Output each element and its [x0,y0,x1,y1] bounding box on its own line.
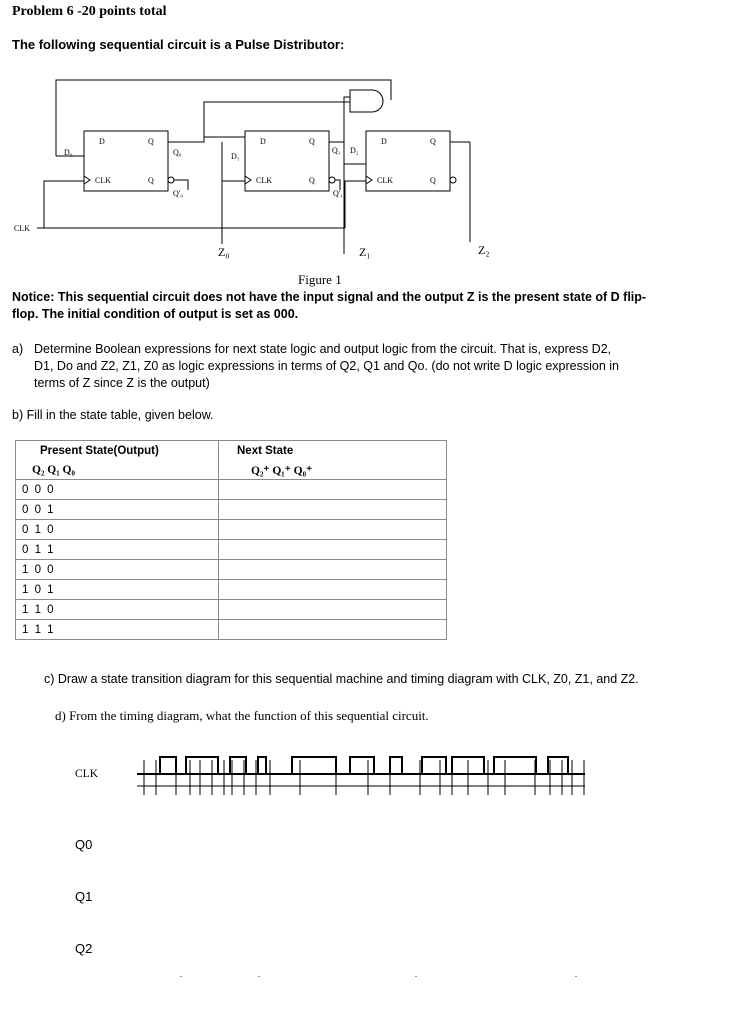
ff1-q-output: Q₁ [332,146,341,155]
waveform-ticks [144,760,584,795]
next-state-cell[interactable] [219,620,447,640]
present-state-cell: 1 0 0 [16,560,219,580]
decorative-dot [415,976,417,977]
intro-text: The following sequential circuit is a Pulse Distributor: [12,37,345,52]
ff1-clk-label: CLK [256,176,272,185]
figure-caption: Figure 1 [298,272,342,287]
ff1-d-input: D₁ [231,152,240,161]
pulse-distributor-circuit [0,72,734,272]
clk-triangle-2 [366,176,372,184]
ff2-d-input: D₂ [350,146,359,155]
table-row [16,500,447,520]
ff0-d-label: D [99,137,105,146]
table-row [16,620,447,640]
decorative-dot [575,976,577,977]
qbar-bubble-1 [329,177,335,183]
clk-waveform [0,740,734,800]
ff1-q-label: Q [309,137,315,146]
part-a-text: Determine Boolean expressions for next state logic and output logic from the circuit. That is, express D2, D1, Do and Z2, Z1, Z0 as logic expressions in terms of Q2, Q1 and Qo. (do not write D logic expression in terms of Z since Z is the output) [34,342,619,390]
table-row [16,600,447,620]
problem-title: Problem 6 -20 points total [12,4,167,19]
next-state-vars: Q₂⁺ Q₁⁺ Q₀⁺ [219,461,447,480]
decorative-dot [180,976,182,977]
next-state-cell[interactable] [219,600,447,620]
ff1-qbar-label: Q [309,176,315,185]
z2-output-label: Z₂ [478,243,490,257]
part-c-question: c) Draw a state transition diagram for this sequential machine and timing diagram with CLK, Z0, Z1, and Z2. [44,672,639,686]
table-row [16,560,447,580]
table-row [16,520,447,540]
present-state-cell: 0 1 1 [16,540,219,560]
ff0-qbar-label: Q [148,176,154,185]
clk-triangle-1 [245,176,251,184]
next-state-cell[interactable] [219,500,447,520]
present-state-cell: 1 0 1 [16,580,219,600]
clk-triangle-0 [84,176,90,184]
timing-clk-label: CLK [75,768,98,780]
present-state-cell: 0 1 0 [16,520,219,540]
ff2-d-label: D [381,137,387,146]
next-state-cell[interactable] [219,520,447,540]
part-b-question: b) Fill in the state table, given below. [12,408,214,422]
decorative-dot [258,976,260,977]
timing-q0-label: Q0 [75,837,93,852]
ff2-q-label: Q [430,137,436,146]
notice-text: Notice: This sequential circuit does not have the input signal and the output Z is the present state of D flip-flop. The initial condition of output is set as 000. [12,290,647,321]
state-table [15,440,447,640]
ff0-q-output: Q₀ [173,148,182,157]
table-row [16,580,447,600]
table-row [16,480,447,500]
qbar-bubble-0 [168,177,174,183]
part-a-label: a) [12,342,24,356]
clk-square-wave [140,757,584,774]
next-state-cell[interactable] [219,580,447,600]
qbar-bubble-2 [450,177,456,183]
z0-output-label: Z₀ [218,245,230,259]
ff0-clk-label: CLK [95,176,111,185]
z1-output-label: Z₁ [359,245,371,259]
next-state-header: Next State [219,441,447,462]
present-state-header: Present State(Output) [16,441,219,462]
part-a-question [12,341,632,392]
part-d-question: d) From the timing diagram, what the function of this sequential circuit. [55,708,429,723]
ff0-d-input: D₀ [64,148,73,157]
present-state-vars: Q₂ Q₁ Q₀ [16,461,219,480]
present-state-cell: 1 1 0 [16,600,219,620]
ff1-qbar-output: Q'₁ [333,189,344,198]
ff1-d-label: D [260,137,266,146]
clk-input-label: CLK [14,224,30,233]
table-row [16,540,447,560]
present-state-cell: 0 0 1 [16,500,219,520]
timing-q2-label: Q2 [75,941,93,956]
next-state-cell[interactable] [219,560,447,580]
present-state-cell: 1 1 1 [16,620,219,640]
and-gate [350,90,383,112]
next-state-cell[interactable] [219,540,447,560]
ff2-clk-label: CLK [377,176,393,185]
timing-q1-label: Q1 [75,889,93,904]
ff0-qbar-output: Q'₀ [173,189,184,198]
ff0-q-label: Q [148,137,154,146]
present-state-cell: 0 0 0 [16,480,219,500]
ff2-qbar-label: Q [430,176,436,185]
next-state-cell[interactable] [219,480,447,500]
